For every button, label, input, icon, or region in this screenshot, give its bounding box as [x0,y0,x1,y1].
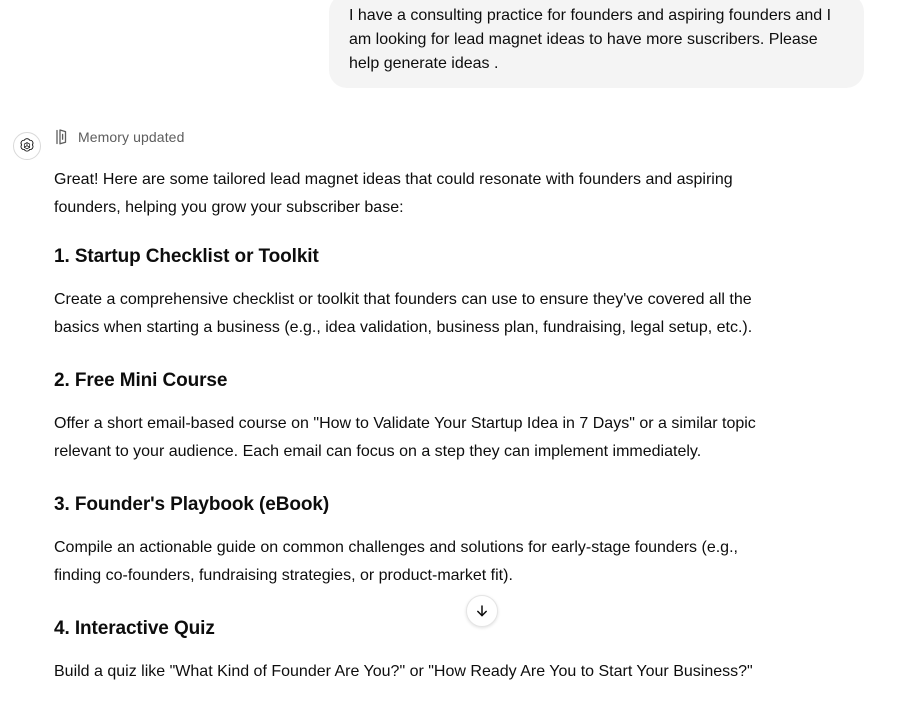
assistant-message-body [54,118,766,712]
item-4-body: Build a quiz like "What Kind of Founder Are You?" or "How Ready Are You to Start Your Business?" [54,663,753,680]
memory-icon [54,128,70,146]
item-1-heading: 1. Startup Checklist or Toolkit [54,246,319,267]
item-2-body: Offer a short email-based course on "How to Validate Your Startup Idea in 7 Days" or a similar topic relevant to your audience. Each email can focus on a step they can implement immediately. [54,415,756,460]
scroll-to-bottom-button[interactable] [466,595,498,627]
user-message-row [0,0,909,88]
assistant-avatar-container [0,118,54,160]
lead-magnet-item-4 [54,616,756,686]
item-1-body: Create a comprehensive checklist or toolkit that founders can use to ensure they've covered all the basics when starting a business (e.g., idea validation, business plan, fundraising, legal setup, etc.). [54,291,753,336]
item-4-heading: 4. Interactive Quiz [54,618,215,639]
memory-updated-badge [54,124,756,150]
lead-magnet-item-2 [54,368,756,466]
lead-magnet-item-3 [54,492,756,590]
item-3-body: Compile an actionable guide on common challenges and solutions for early-stage founders (e.g., finding co-founders, fundraising strategies, or product-market fit). [54,539,738,584]
assistant-message-row [0,88,909,712]
item-3-heading: 3. Founder's Playbook (eBook) [54,494,330,515]
user-message-bubble[interactable]: I have a consulting practice for founders and aspiring founders and I am looking for lead magnet ideas to have more suscribers. Please help generate ideas . [329,0,864,88]
lead-magnet-item-1 [54,244,756,342]
item-2-heading: 2. Free Mini Course [54,370,228,391]
assistant-intro-paragraph: Great! Here are some tailored lead magnet ideas that could resonate with founders and aspiring founders, helping you grow your subscriber base: [54,171,733,216]
openai-logo-icon [13,132,41,160]
memory-updated-label: Memory updated [78,129,185,145]
arrow-down-icon [474,603,490,619]
